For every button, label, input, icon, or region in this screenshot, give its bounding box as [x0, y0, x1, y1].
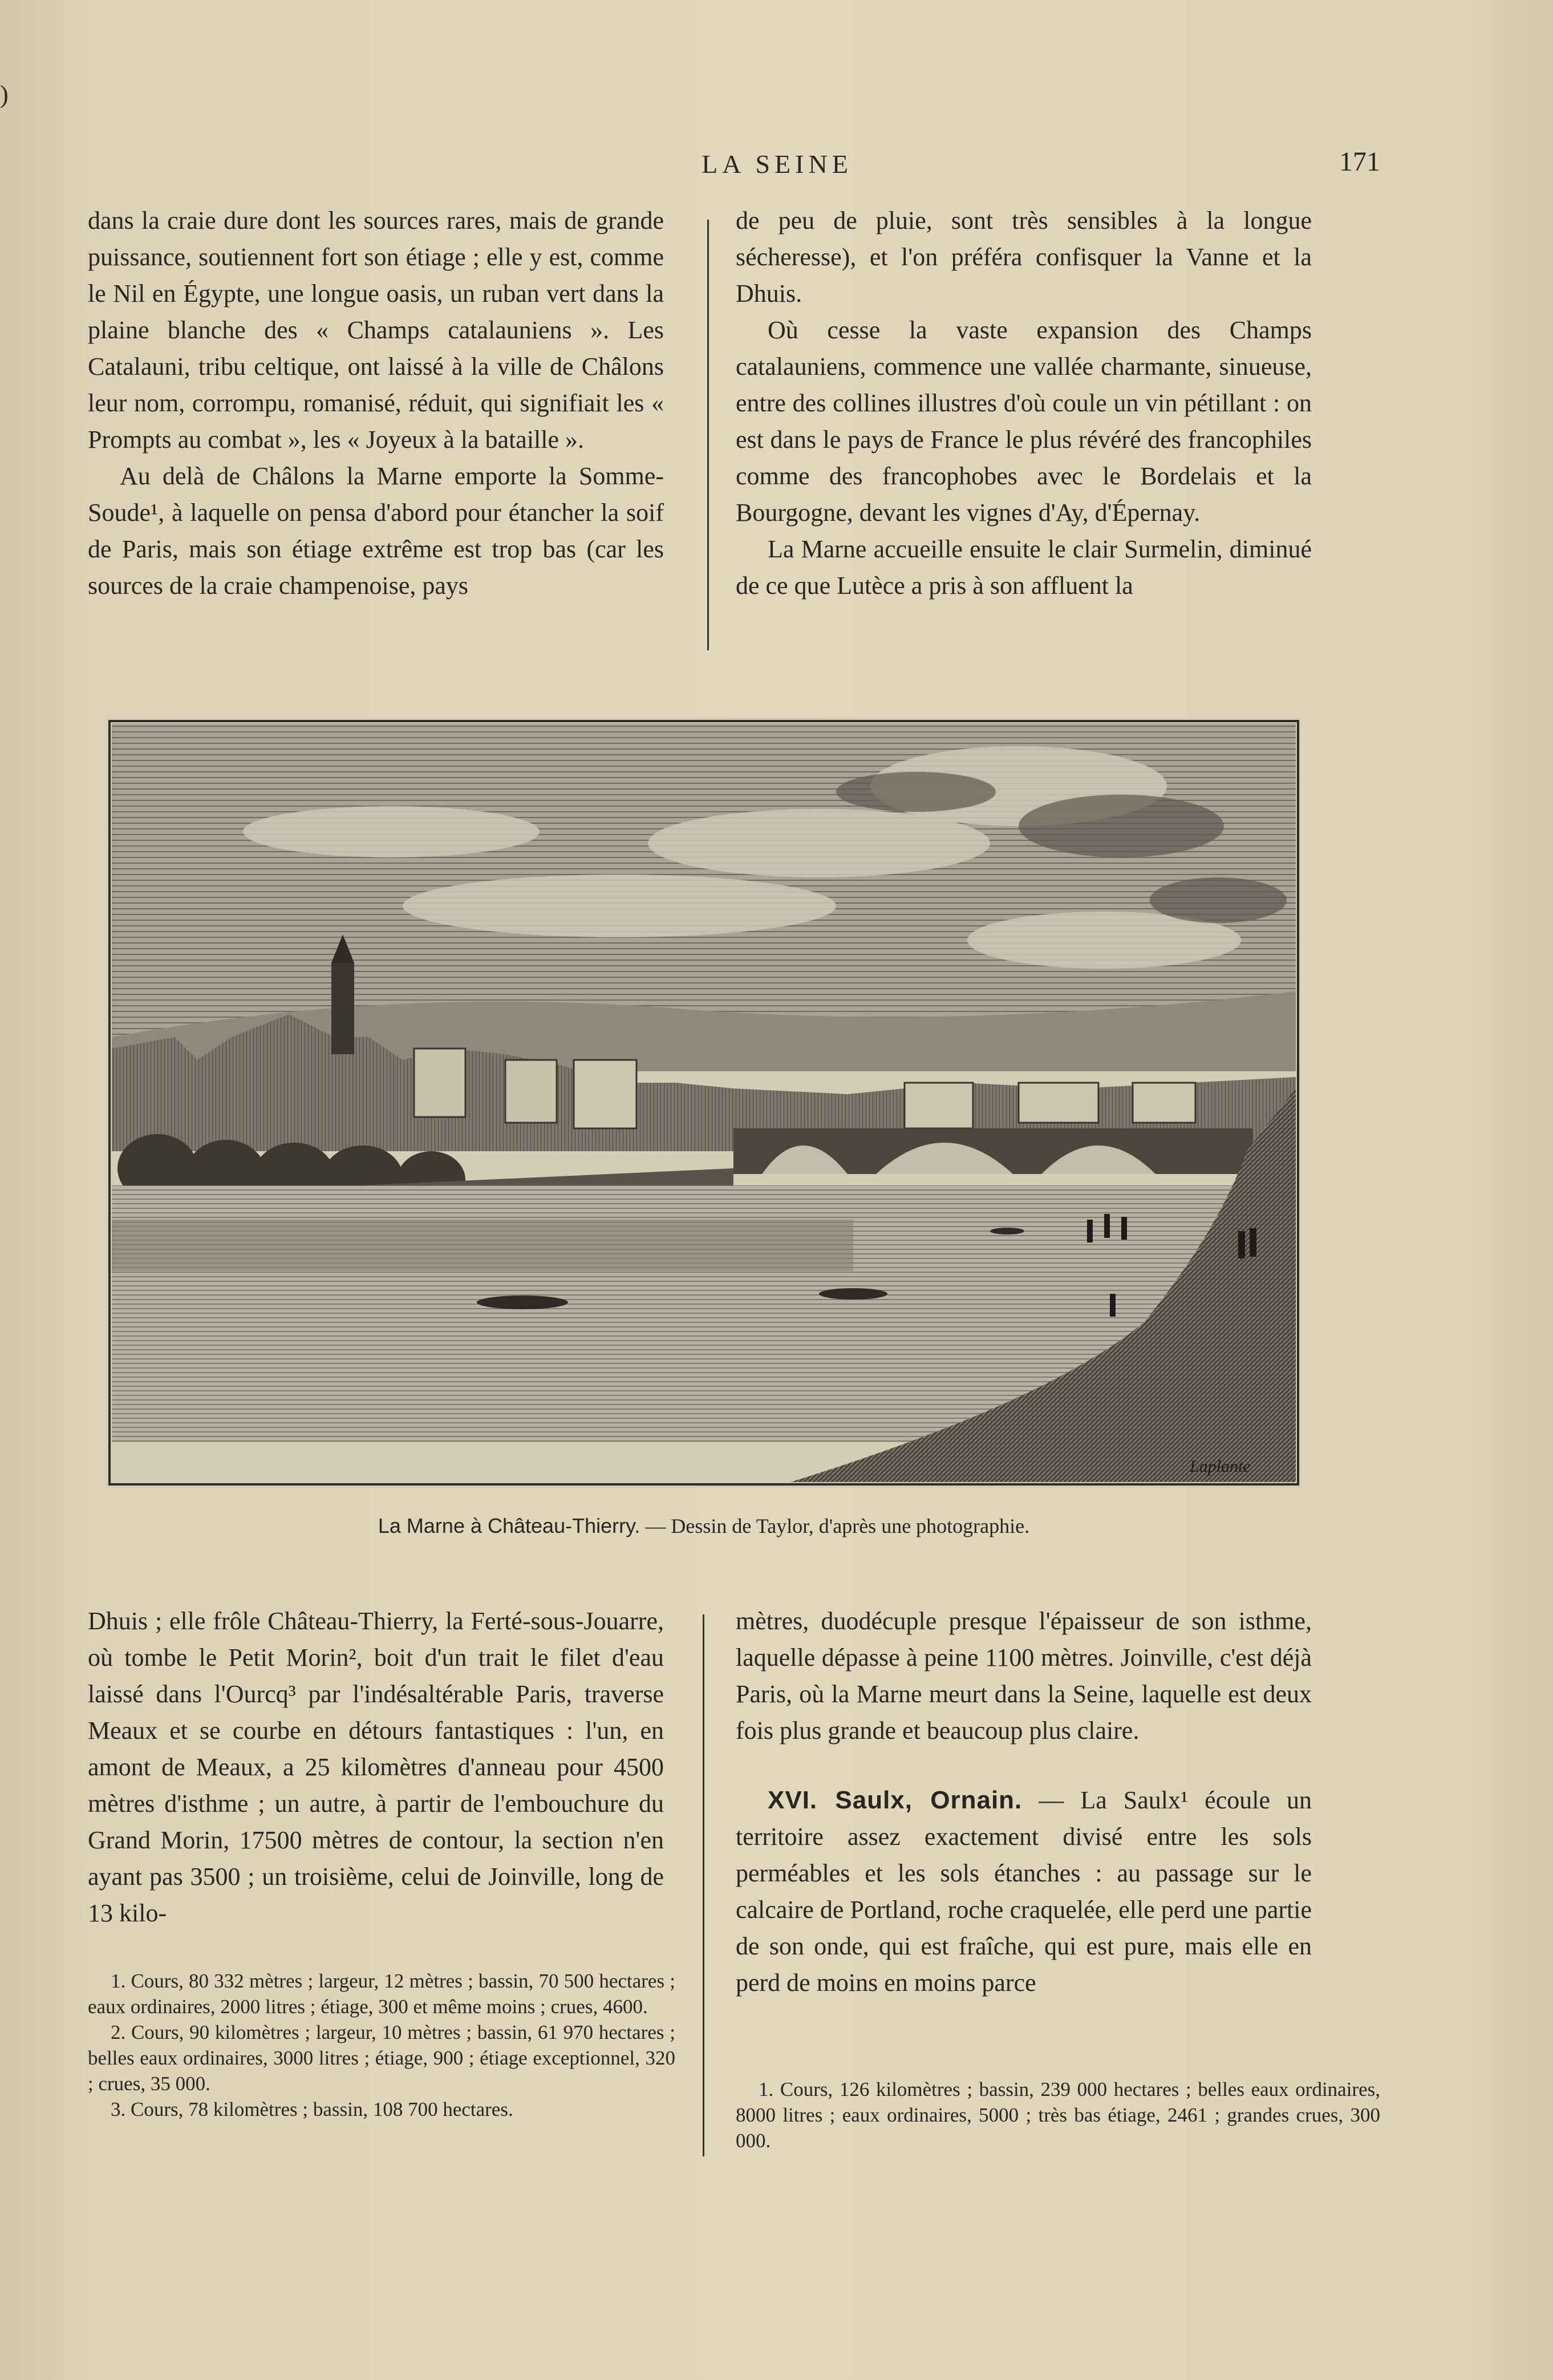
church-tower: [331, 963, 354, 1054]
reflections: [112, 1220, 853, 1271]
page-number: 171: [1339, 147, 1380, 177]
section-paragraph: [736, 1782, 1312, 2001]
column-divider: [703, 1614, 704, 2156]
stone-bridge: [733, 1128, 1252, 1174]
figure-caption: [106, 1512, 1301, 1540]
footnote: 1. Cours, 126 kilomètres ; bassin, 239 000 hectares ; belles eaux ordinaires, 8000 litres ; eaux ordinaires, 5000 ; très bas étiage, 2461 ; grandes crues, 300 000.: [736, 2078, 1380, 2152]
engraver-signature: Laplante: [1190, 1457, 1251, 1476]
upper-left-column: [88, 203, 664, 659]
footnotes-left: [88, 1968, 675, 2122]
section-heading: XVI. Saulx, Ornain.: [768, 1786, 1023, 1814]
paragraph: Dhuis ; elle frôle Château-Thierry, la Ferté-sous-Jouarre, où tombe le Petit Morin², boit d'un trait le filet d'eau laissé dans l'Ourcq³ par l'indésaltérable Paris, traverse Meaux et se courbe en détours fantastiques : l'un, en amont de Meaux, a 25 kilomètres d'anneau pour 4500 mètres d'isthme ; un autre, à partir de l'embouchure du Grand Morin, 17500 mètres de contour, la section n'en ayant pas 3500 ; un troisième, celui de Joinville, long de 13 kilo-: [88, 1607, 664, 1927]
engraving-drawing: [106, 718, 1301, 1488]
footnote: 3. Cours, 78 kilomètres ; bassin, 108 700 hectares.: [111, 2098, 513, 2120]
column-divider: [707, 220, 709, 650]
section-text: — La Saulx¹ écoule un territoire assez exactement divisé entre les sols perméables et les sols étanches : au passage sur le calcaire de Portland, roche craquelée, elle perd une partie de son onde, qui est fraîche, qui est pure, mais elle en perd de moins en moins parce: [736, 1786, 1312, 1997]
running-title: LA SEINE: [702, 149, 853, 179]
upper-right-column: [736, 203, 1312, 659]
paragraph: Au delà de Châlons la Marne emporte la Somme-Soude¹, à laquelle on pensa d'abord pour étancher la soif de Paris, mais son étiage extrême est trop bas (car les sources de la craie champenoise, pays: [88, 462, 664, 600]
paragraph: La Marne accueille ensuite le clair Surmelin, diminué de ce que Lutèce a pris à son affluent la: [736, 535, 1312, 600]
footnotes-right: [736, 2077, 1380, 2154]
paragraph: dans la craie dure dont les sources rares, mais de grande puissance, soutiennent fort son étiage ; elle y est, comme le Nil en Égypte, une longue oasis, un ruban vert dans la plaine blanche des « Champs catalauniens ». Les Catalauni, tribu celtique, ont laissé à la ville de Châlons leur nom, corrompu, romanisé, réduit, qui signifiait les « Prompts au combat », les « Joyeux à la bataille ».: [88, 207, 664, 454]
caption-credit: — Dessin de Taylor, d'après une photographie.: [640, 1515, 1030, 1537]
margin-mark: ): [0, 80, 9, 108]
footnote: 1. Cours, 80 332 mètres ; largeur, 12 mètres ; bassin, 70 500 hectares ; eaux ordinaires, 2000 litres ; étiage, 300 et même moins ; crues, 4600.: [88, 1970, 675, 2018]
lower-left-column: [88, 1603, 664, 1957]
caption-title: La Marne à Château-Thierry.: [378, 1514, 640, 1537]
paragraph: Où cesse la vaste expansion des Champs catalauniens, commence une vallée charmante, sinueuse, entre des collines illustres d'où coule un vin pétillant : on est dans le pays de France le plus révéré des francophiles comme des francophobes avec le Bordelais et la Bourgogne, devant les vignes d'Ay, d'Épernay.: [736, 316, 1312, 527]
lower-right-column: [736, 1603, 1312, 2077]
paragraph: de peu de pluie, sont très sensibles à la longue sécheresse), et l'on préféra confisquer la Vanne et la Dhuis.: [736, 207, 1312, 307]
paragraph: mètres, duodécuple presque l'épaisseur de son isthme, laquelle dépasse à peine 1100 mètres. Joinville, c'est déjà Paris, où la Marne meurt dans la Seine, laquelle est deux fois plus grande et beaucoup plus claire.: [736, 1607, 1312, 1744]
engraving-illustration: [106, 718, 1301, 1488]
footnote: 2. Cours, 90 kilomètres ; largeur, 10 mètres ; bassin, 61 970 hectares ; belles eaux ordinaires, 3000 litres ; étiage, 900 ; étiage exceptionnel, 320 ; crues, 35 000.: [88, 2021, 675, 2095]
